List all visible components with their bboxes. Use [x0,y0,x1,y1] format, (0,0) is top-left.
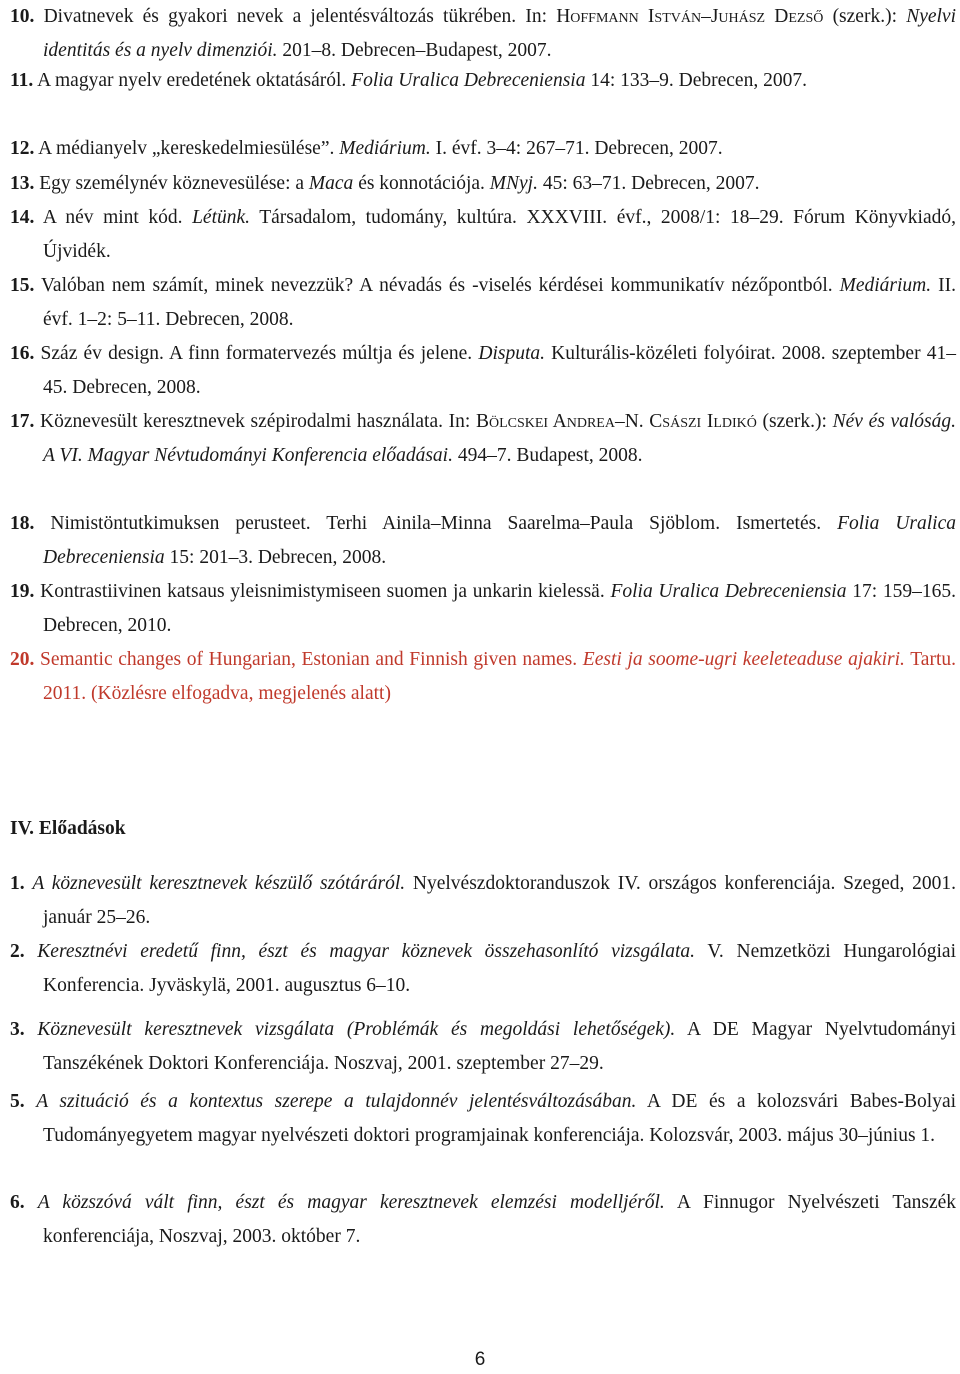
entry-text: Tartu. 2011. (Közlésre elfogadva, megjelenés alatt) [43,649,956,704]
publication-entry [10,643,956,711]
entry-text: V. Nemzetközi Hungarológiai Konferencia. Jyväskylä, 2001. augusztus 6–10. [43,941,956,996]
publication-number: 11. [10,70,34,91]
italic-title: Nyelvi identitás és a nyelv dimenziói. [43,6,956,61]
italic-title: MNyj. [489,173,538,194]
publication-entry [10,269,956,337]
italic-title: Folia Uralica Debreceniensia [610,581,847,602]
entry-text: A Finnugor Nyelvészeti Tanszék konferenciája, Noszvaj, 2003. október 7. [43,1192,957,1247]
publication-entry [10,337,956,405]
publication-number: 17. [10,411,35,432]
publication-number: 18. [10,513,35,534]
publication-number: 15. [10,275,35,296]
italic-title: A közszóvá vált finn, észt és magyar keresztnevek elemzési modelljéről. [37,1192,665,1213]
author-names: Bölcskei Andrea–N. Császi Ildikó [475,411,757,432]
italic-title: A szituáció és a kontextus szerepe a tulajdonnév jelentésváltozásában. [36,1091,637,1112]
entry-text: A magyar nyelv eredetének oktatásáról. [33,70,352,91]
entry-text: Nyelvészdoktoranduszok IV. országos konferenciája. Szeged, 2001. január 25–26. [43,873,956,928]
publication-number: 12. [10,138,35,159]
entry-text: 14: 133–9. Debrecen, 2007. [585,70,807,91]
italic-title: Létünk. [192,207,251,228]
entry-text: I. évf. 3–4: 267–71. Debrecen, 2007. [430,138,723,159]
entry-text: Köznevesült keresztnevek szépirodalmi használata. In: [34,411,476,432]
page-number: 6 [474,1349,486,1370]
entry-text: 494–7. Budapest, 2008. [452,445,643,466]
italic-title: A köznevesült keresztnevek készülő szótáráról. [32,873,406,894]
entry-text: A DE és a kolozsvári Babes-Bolyai Tudományegyetem magyar nyelvészeti doktori programjainak konferenciája. Kolozsvár, 2003. május 30–június 1. [43,1091,957,1146]
publication-number: 16. [10,343,35,364]
publication-entry [10,64,956,98]
talk-number: 3. [10,1019,25,1040]
author-names: Hoffmann István–Juhász Dezső [556,6,824,27]
publication-number: 13. [10,173,35,194]
entry-text: A név mint kód. [34,207,193,228]
italic-title: Keresztnévi eredetű finn, észt és magyar köznevek összehasonlító vizsgálata. [37,941,696,962]
talk-entry [10,1085,956,1153]
entry-text [25,941,38,962]
publication-number: 10. [10,6,35,27]
publication-number: 14. [10,207,35,228]
talk-entry [10,1013,956,1081]
talk-number: 1. [10,873,25,894]
italic-title: Köznevesült keresztnevek vizsgálata (Problémák és megoldási lehetőségek). [37,1019,676,1040]
entry-text: II. évf. 1–2: 5–11. Debrecen, 2008. [43,275,956,330]
entry-text: 45: 63–71. Debrecen, 2007. [537,173,760,194]
talk-number: 5. [10,1091,25,1112]
entry-text: Kontrastiivinen katsaus yleisnimistymiseen suomen ja unkarin kielessä. [34,581,611,602]
publication-entry [10,201,956,269]
publication-entry [10,167,956,201]
talk-number: 2. [10,941,25,962]
talk-entry [10,1186,956,1254]
entry-text: 17: 159–165. Debrecen, 2010. [43,581,956,636]
talk-entry [10,867,956,935]
entry-text: (szerk.): [823,6,907,27]
publication-entry [10,132,956,166]
entry-text: Társadalom, tudomány, kultúra. XXXVIII. évf., 2008/1: 18–29. Fórum Könyvkiadó, Újvidék. [43,207,957,262]
publication-number: 19. [10,581,35,602]
entry-text: Száz év design. A finn formatervezés múltja és jelene. [34,343,479,364]
publication-entry [10,0,956,68]
entry-text: Egy személynév köznevesülése: a [34,173,309,194]
section-heading: IV. Előadások [10,818,126,839]
talk-number: 6. [10,1192,25,1213]
publication-entry [10,405,956,473]
entry-text: Valóban nem számít, minek nevezzük? A névadás és -viselés kérdései kommunikatív nézőpontból. [34,275,840,296]
italic-title: Disputa. [478,343,545,364]
entry-text: Semantic changes of Hungarian, Estonian and Finnish given names. [34,649,583,670]
entry-text: 201–8. Debrecen–Budapest, 2007. [277,40,552,61]
entry-text [25,1091,37,1112]
entry-text: A médianyelv „kereskedelmiesülése”. [34,138,340,159]
entry-text: A DE Magyar Nyelvtudományi Tanszékének Doktori Konferenciája. Noszvaj, 2001. szeptember 27–29. [43,1019,956,1074]
entry-text: Kulturális-közéleti folyóirat. 2008. szeptember 41–45. Debrecen, 2008. [43,343,956,398]
italic-title: Eesti ja soome-ugri keeleteaduse ajakiri. [582,649,905,670]
entry-text: Nimistöntutkimuksen perusteet. Terhi Ainila–Minna Saarelma–Paula Sjöblom. Ismertetés. [34,513,838,534]
italic-title: Folia Uralica Debreceniensia [351,70,586,91]
publication-entry [10,575,956,643]
publication-entry [10,507,956,575]
italic-title: Maca [308,173,354,194]
entry-text: és konnotációja. [353,173,490,194]
entry-text: 15: 201–3. Debrecen, 2008. [164,547,387,568]
italic-title: Név és valóság. A VI. Magyar Névtudományi Konferencia előadásai. [43,411,956,466]
talk-entry [10,935,956,1003]
entry-text [25,1019,38,1040]
italic-title: Mediárium. [839,275,932,296]
italic-title: Folia Uralica Debreceniensia [43,513,956,568]
italic-title: Mediárium. [339,138,431,159]
entry-text [25,1192,38,1213]
publication-number: 20. [10,649,35,670]
entry-text: (szerk.): [756,411,833,432]
entry-text: Divatnevek és gyakori nevek a jelentésváltozás tükrében. In: [34,6,557,27]
